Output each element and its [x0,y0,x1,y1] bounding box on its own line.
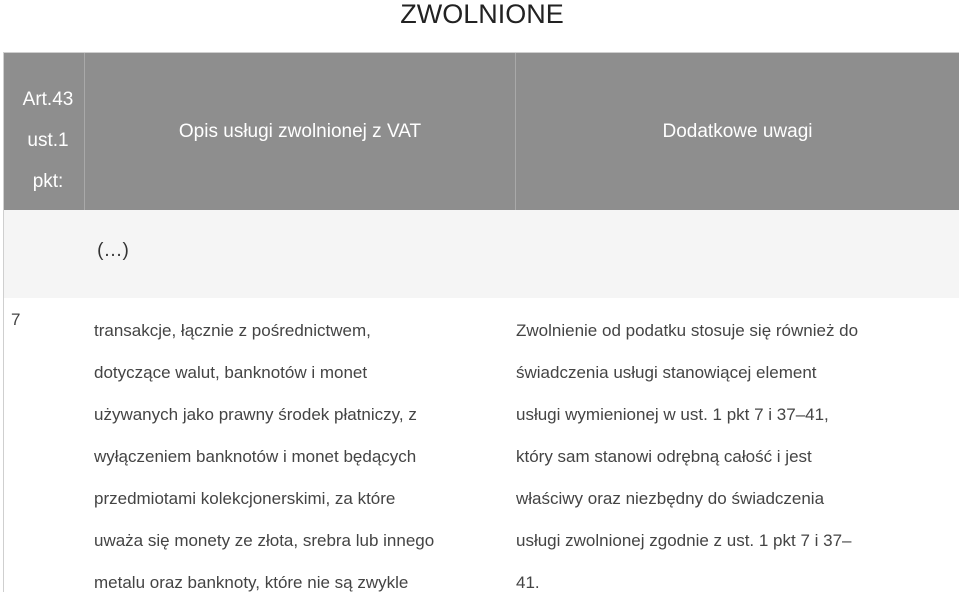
notes-line: który sam stanowi odrębną całość i jest [516,447,812,466]
header-article-column [4,53,85,210]
notes-line: 41. [516,573,540,592]
notes-line: usługi wymienionej w ust. 1 pkt 7 i 37–41, [516,405,829,424]
vat-exemption-table [3,52,959,592]
description-line: metalu oraz banknoty, które nie są zwykle [94,573,409,592]
ellipsis-row [4,210,959,298]
description-line: wyłączeniem banknotów i monet będących [94,447,417,466]
header-notes-column [516,53,959,210]
header-article-lines [4,79,92,202]
header-article-line: Art.43 [22,89,74,110]
description-line: używanych jako prawny środek płatniczy, z [94,405,417,424]
description-line: przedmiotami kolekcjonerskimi, za które [94,489,396,508]
table-row [4,298,959,592]
notes-line: właściwy oraz niezbędny do świadczenia [516,489,825,508]
table-header [4,53,959,210]
header-article-line: pkt: [32,171,64,192]
header-description-label: Opis usługi zwolnionej z VAT [178,121,422,142]
description-line: uważa się monety ze złota, srebra lub innego [94,531,435,550]
header-article-line: ust.1 [27,130,69,151]
row-number: 7 [11,310,21,329]
description-line: dotyczące walut, banknotów i monet [94,363,368,382]
header-notes-label: Dodatkowe uwagi [662,121,813,142]
notes-line: usługi zwolnionej zgodnie z ust. 1 pkt 7 i 37– [516,531,852,550]
header-description-column [85,53,516,210]
row-notes [516,310,858,592]
notes-line: świadczenia usługi stanowiącej element [516,363,817,382]
document-title: ZWOLNIONE [400,0,564,29]
notes-line: Zwolnienie od podatku stosuje się również do [516,321,859,340]
ellipsis-text: (…) [97,240,129,261]
row-description [94,310,434,592]
description-line: transakcje, łącznie z pośrednictwem, [94,321,371,340]
